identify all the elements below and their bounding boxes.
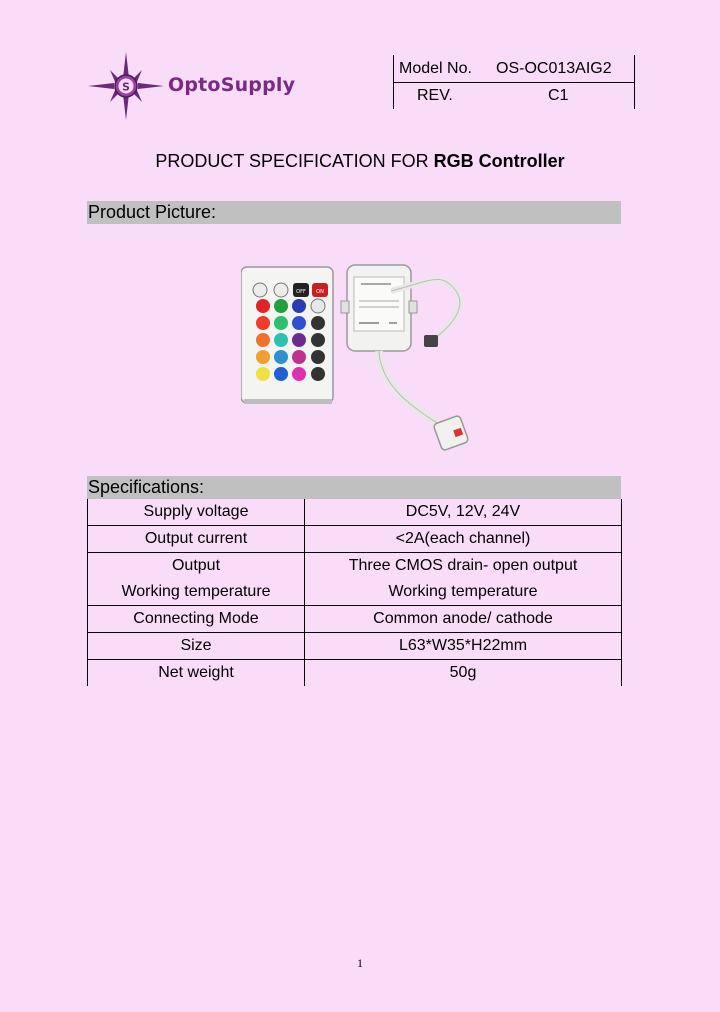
table-row (88, 660, 622, 687)
svg-text:S: S (122, 80, 130, 94)
spec-value-group (305, 553, 622, 606)
spec-value: 50g (305, 660, 622, 687)
spec-label: Size (88, 633, 305, 660)
section-picture-heading: Product Picture: (88, 202, 217, 222)
controller-box-image (341, 265, 469, 451)
spec-value: DC5V, 12V, 24V (305, 499, 622, 526)
model-info-box (393, 55, 635, 109)
brand-name: OptoSupply (168, 74, 296, 96)
spec-label: Output current (88, 526, 305, 553)
spec-value: <2A(each channel) (305, 526, 622, 553)
table-row (88, 633, 622, 660)
model-value: OS-OC013AIG2 (496, 60, 612, 77)
page-title (0, 151, 720, 172)
table-row (88, 526, 622, 553)
spec-label: Output (171, 557, 221, 574)
spec-label: Net weight (88, 660, 305, 687)
spec-label: Working temperature (121, 583, 271, 600)
rev-label: REV. (417, 87, 453, 104)
spec-label-group (88, 553, 305, 606)
rev-row (394, 83, 634, 109)
star-logo-icon (88, 52, 168, 120)
on-button-label: ON (316, 289, 324, 295)
spec-label: Supply voltage (88, 499, 305, 526)
ir-remote-image (241, 267, 333, 404)
section-specs-heading: Specifications: (88, 477, 205, 497)
table-row (88, 553, 622, 606)
specifications-table (87, 499, 622, 686)
section-specifications (87, 476, 621, 499)
section-product-picture (87, 201, 621, 224)
model-label: Model No. (399, 60, 472, 77)
table-row (88, 606, 622, 633)
title-product: RGB Controller (433, 151, 565, 171)
table-row (88, 499, 622, 526)
product-photo (241, 261, 533, 457)
rev-value: C1 (548, 87, 569, 104)
spec-value: L63*W35*H22mm (305, 633, 622, 660)
optosupply-logo (88, 52, 296, 120)
spec-label: Connecting Mode (88, 606, 305, 633)
off-button-label: OFF (296, 289, 306, 295)
title-prefix: PRODUCT SPECIFICATION FOR (155, 151, 434, 171)
spec-value: Three CMOS drain- open output (348, 557, 578, 574)
spec-value: Working temperature (388, 583, 538, 600)
model-row (394, 56, 634, 83)
spec-value: Common anode/ cathode (305, 606, 622, 633)
page-number: 1 (357, 956, 363, 970)
